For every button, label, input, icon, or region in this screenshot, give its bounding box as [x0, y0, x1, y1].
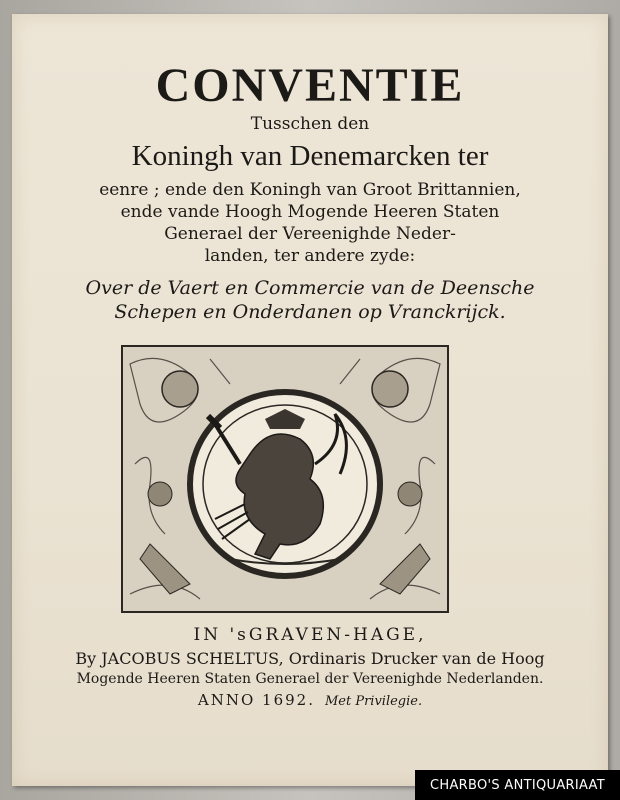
imprint-privilege: Met Privilegie.: [324, 694, 423, 709]
title-line-5: Generael der Vereenighde Neder-: [164, 224, 456, 244]
title-line-6: landen, ter andere zyde:: [204, 246, 416, 266]
lion-rampant-crest-icon: [120, 344, 450, 614]
title-line-3: eenre ; ende den Koningh van Groot Brittannien,: [99, 180, 521, 200]
imprint-printer: By JACOBUS SCHELTUS, Ordinaris Drucker van de Hoog: [75, 649, 545, 668]
title-line-4: ende vande Hoogh Mogende Heeren Staten: [120, 202, 500, 222]
watermark-label: CHARBO'S ANTIQUARIAAT: [415, 770, 620, 800]
imprint-printer-cont: Mogende Heeren Staten Generael der Vereenighde Nederlanden.: [76, 671, 544, 687]
subject-line-1: Over de Vaert en Commercie van de Deensche: [85, 277, 535, 299]
document-title: CONVENTIE: [155, 59, 465, 112]
title-line-2: Koningh van Denemarcken ter: [131, 140, 489, 172]
title-line-1: Tusschen den: [250, 114, 370, 134]
imprint-year-line: [12, 691, 608, 709]
subject-line-2: Schepen en Onderdanen op Vranckrijck.: [114, 301, 506, 323]
document-page: [12, 14, 608, 786]
imprint-year: ANNO 1692.: [197, 691, 315, 709]
imprint-place: IN 'sGRAVEN-HAGE,: [193, 625, 427, 645]
